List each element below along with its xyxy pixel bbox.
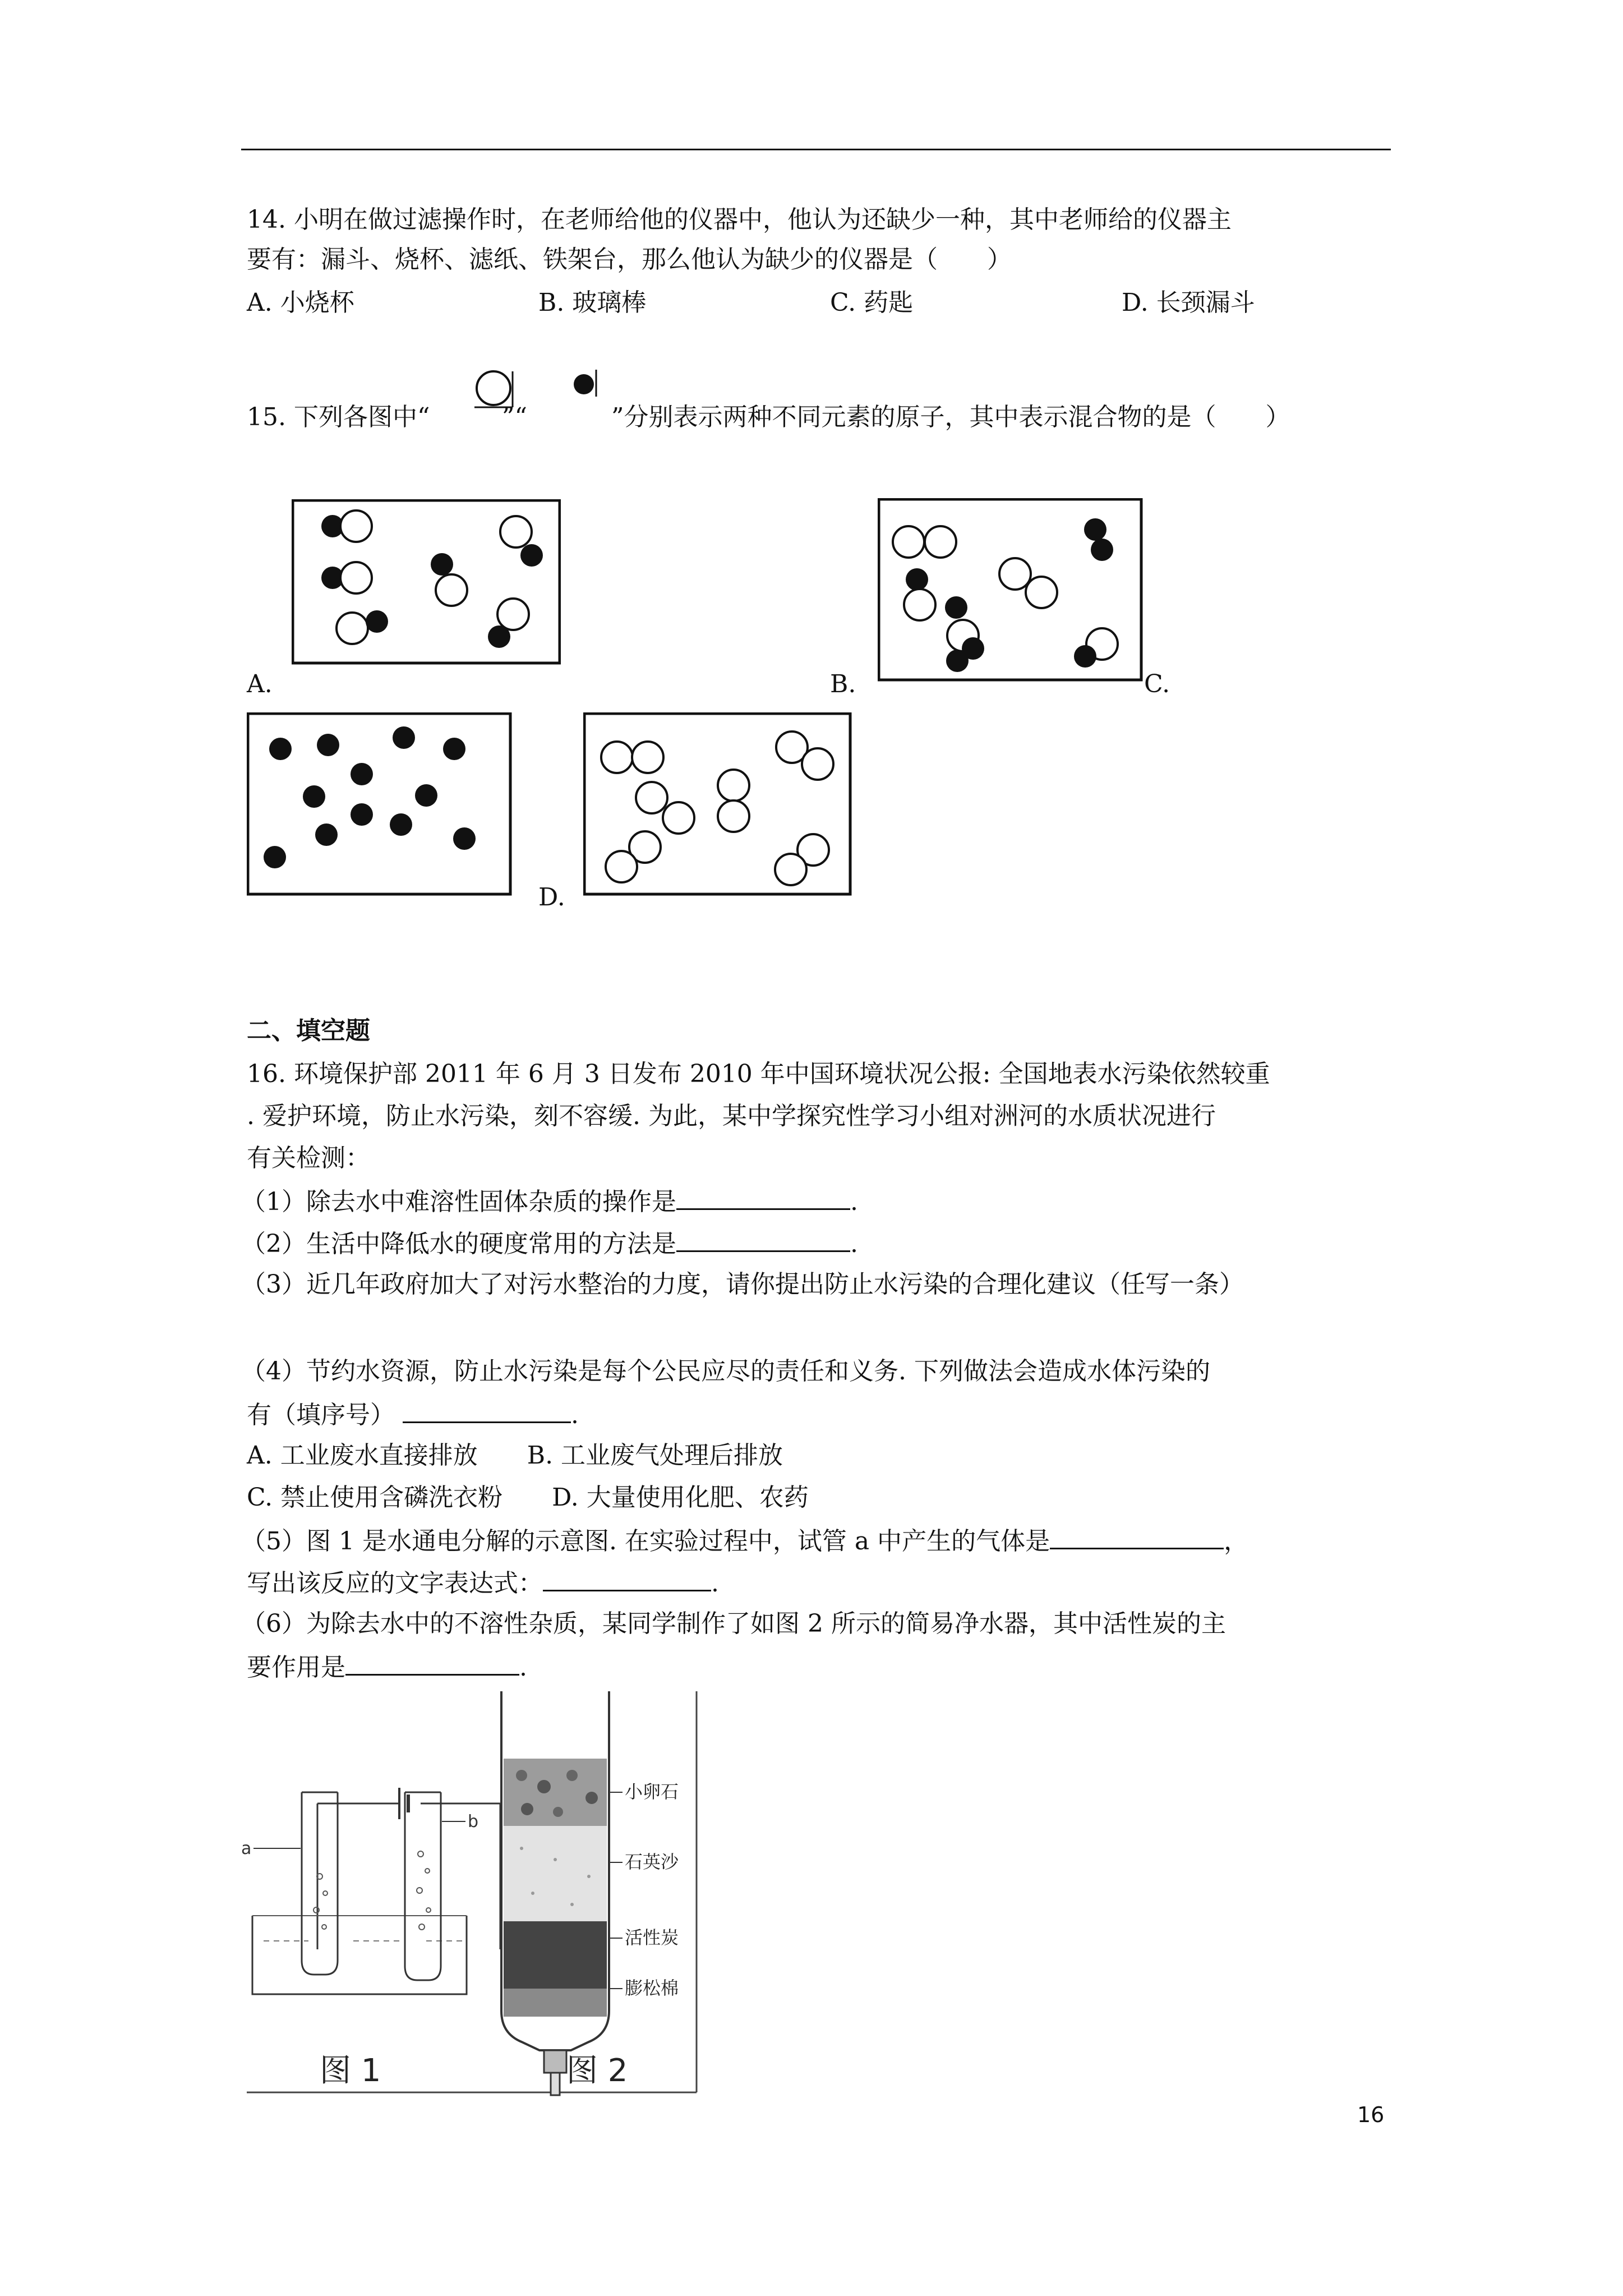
electrolysis-and-filter-figure xyxy=(241,1691,701,2101)
q15-diagram-d xyxy=(583,712,858,898)
q16-part-3: （3）近几年政府加大了对污水整治的力度，请你提出防止水污染的合理化建议（任写一条） xyxy=(241,1270,1244,1299)
q16-part-6-line-2: 要作用是 . xyxy=(247,1649,527,1685)
q15-label-b: B. xyxy=(830,670,856,698)
answer-blank-6[interactable] xyxy=(345,1649,519,1676)
figure-2-caption: 图 2 xyxy=(566,2053,628,2089)
white-atom-icon xyxy=(471,365,516,409)
q14-option-a: A. 小烧杯 xyxy=(247,288,354,317)
q16-part-5-line-2: 写出该反应的文字表达式： . xyxy=(247,1565,719,1600)
q16-part-5-line-1: （5）图 1 是水通电分解的示意图. 在实验过程中，试管 a 中产生的气体是 ， xyxy=(241,1523,1248,1558)
layer-label-pebbles: 小卵石 xyxy=(625,1781,679,1802)
q14-line-1: 14. 小明在做过滤操作时，在老师给他的仪器中，他认为还缺少一种，其中老师给的仪器主 xyxy=(247,205,1232,234)
q16-part-2: （2）生活中降低水的硬度常用的方法是 . xyxy=(241,1226,858,1261)
q16-part-4-options-2: C. 禁止使用含磷洗衣粉 D. 大量使用化肥、农药 xyxy=(247,1483,809,1512)
answer-blank-4[interactable] xyxy=(403,1397,571,1423)
q15-diagram-a xyxy=(292,499,561,668)
q14-option-c: C. 药匙 xyxy=(830,288,914,317)
q16-part-4-line-2: 有（填序号） . xyxy=(247,1397,579,1432)
section-heading: 二、填空题 xyxy=(247,1016,370,1045)
layer-label-cotton: 膨松棉 xyxy=(625,1977,679,1999)
answer-blank-2[interactable] xyxy=(676,1226,850,1252)
black-atom-icon xyxy=(569,367,603,401)
q15-diagram-c xyxy=(247,712,516,898)
q15-stem-part-3: ”分别表示两种不同元素的原子，其中表示混合物的是（ ） xyxy=(611,403,1290,431)
q16-intro-line-3: 有关检测： xyxy=(247,1144,370,1172)
q16-intro-line-2: . 爱护环境，防止水污染，刻不容缓. 为此，某中学探究性学习小组对洲河的水质状况进行 xyxy=(247,1102,1216,1130)
q14-line-2: 要有：漏斗、烧杯、滤纸、铁架台，那么他认为缺少的仪器是（ ） xyxy=(247,245,1012,274)
electrolysis-apparatus xyxy=(241,1788,500,1994)
answer-blank-1[interactable] xyxy=(676,1184,850,1210)
page-number: 16 xyxy=(1357,2102,1385,2127)
header-rule xyxy=(241,149,1391,150)
layer-label-quartz-sand: 石英沙 xyxy=(625,1851,679,1872)
q15-label-c: C. xyxy=(1144,670,1170,698)
water-purifier xyxy=(501,1691,679,2095)
q16-part-4-options-1: A. 工业废水直接排放 B. 工业废气处理后排放 xyxy=(247,1441,783,1470)
tube-a-label: a xyxy=(241,1839,252,1858)
q16-part-6-line-1: （6）为除去水中的不溶性杂质，某同学制作了如图 2 所示的简易净水器，其中活性炭的主 xyxy=(241,1609,1226,1638)
q14-option-b: B. 玻璃棒 xyxy=(538,288,647,317)
q15-stem-part-2: ”“ xyxy=(502,403,527,431)
q15-diagram-b xyxy=(878,498,1147,683)
q15-label-a: A. xyxy=(247,670,273,698)
figure-1-caption: 图 1 xyxy=(320,2053,381,2089)
q16-part-1: （1）除去水中难溶性固体杂质的操作是 . xyxy=(241,1184,858,1219)
q15-label-d: D. xyxy=(538,883,565,912)
answer-blank-5a[interactable] xyxy=(1050,1523,1224,1549)
tube-b-label: b xyxy=(468,1812,479,1832)
answer-blank-5b[interactable] xyxy=(543,1565,711,1591)
q16-intro-line-1: 16. 环境保护部 2011 年 6 月 3 日发布 2010 年中国环境状况公报: 全国地表水污染依然较重 xyxy=(247,1060,1270,1088)
layer-label-activated-carbon: 活性炭 xyxy=(625,1927,679,1948)
q16-part-4-line-1: （4）节约水资源，防止水污染是每个公民应尽的责任和义务. 下列做法会造成水体污染的 xyxy=(241,1357,1210,1386)
q15-stem-part-1: 15. 下列各图中“ xyxy=(247,403,430,431)
q14-option-d: D. 长颈漏斗 xyxy=(1122,288,1255,317)
